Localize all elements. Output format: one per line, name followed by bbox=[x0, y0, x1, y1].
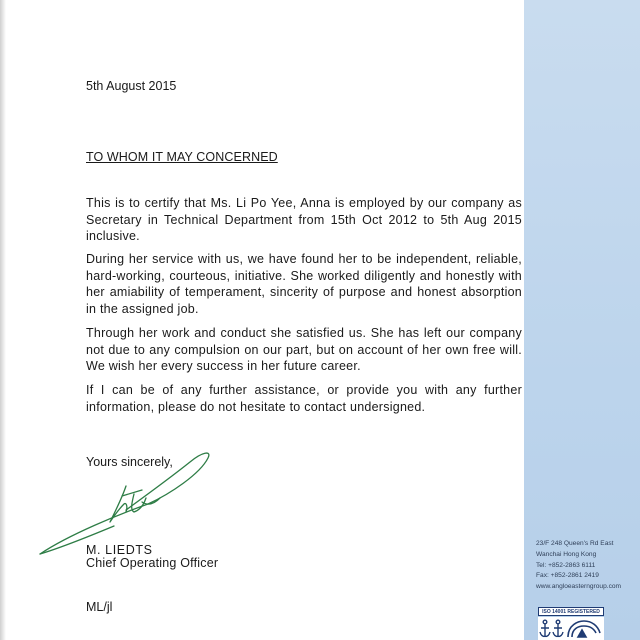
address-street: 23/F 248 Queen's Rd East bbox=[536, 540, 614, 547]
body-paragraph-3: Through her work and conduct she satisfied us. She has left our company not due to any compulsion on our part, but on account of her own free will. We wish her every success in her future career. bbox=[86, 326, 522, 373]
body-paragraph-1: This is to certify that Ms. Li Po Yee, Anna is employed by our company as Secretary in Technical Department from 15th Oct 2012 to 5th Aug 2015 inclusive. bbox=[86, 196, 522, 243]
body-paragraph-2: During her service with us, we have found her to be independent, reliable, hard-working, courteous, initiative. She worked diligently and honestly with her amiability of temperament, sincerity of purpose and honest absorption in the assigned job. bbox=[86, 252, 522, 316]
company-address-block bbox=[536, 539, 621, 593]
page-edge-shadow bbox=[0, 0, 6, 640]
certification-logos bbox=[538, 617, 604, 640]
closing-salutation: Yours sincerely, bbox=[86, 455, 173, 469]
signer-title: Chief Operating Officer bbox=[86, 556, 219, 570]
address-district: Wanchai Hong Kong bbox=[536, 550, 597, 558]
letter-subject: TO WHOM IT MAY CONCERNED bbox=[86, 150, 278, 164]
iso-registered-badge: ISO 14001 REGISTERED bbox=[538, 607, 604, 616]
letter-date: 5th August 2015 bbox=[86, 79, 177, 93]
company-fax: Fax: +852-2861 2419 bbox=[536, 572, 599, 580]
body-paragraph-4: If I can be of any further assistance, or provide you with any further information, please do not hesitate to contact undersigned. bbox=[86, 383, 522, 414]
reference-initials: ML/jl bbox=[86, 600, 113, 614]
company-telephone: Tel: +852-2863 6111 bbox=[536, 561, 596, 569]
signer-name: M. LIEDTS bbox=[86, 543, 153, 557]
company-website: www.angloeasterngroup.com bbox=[536, 583, 622, 591]
